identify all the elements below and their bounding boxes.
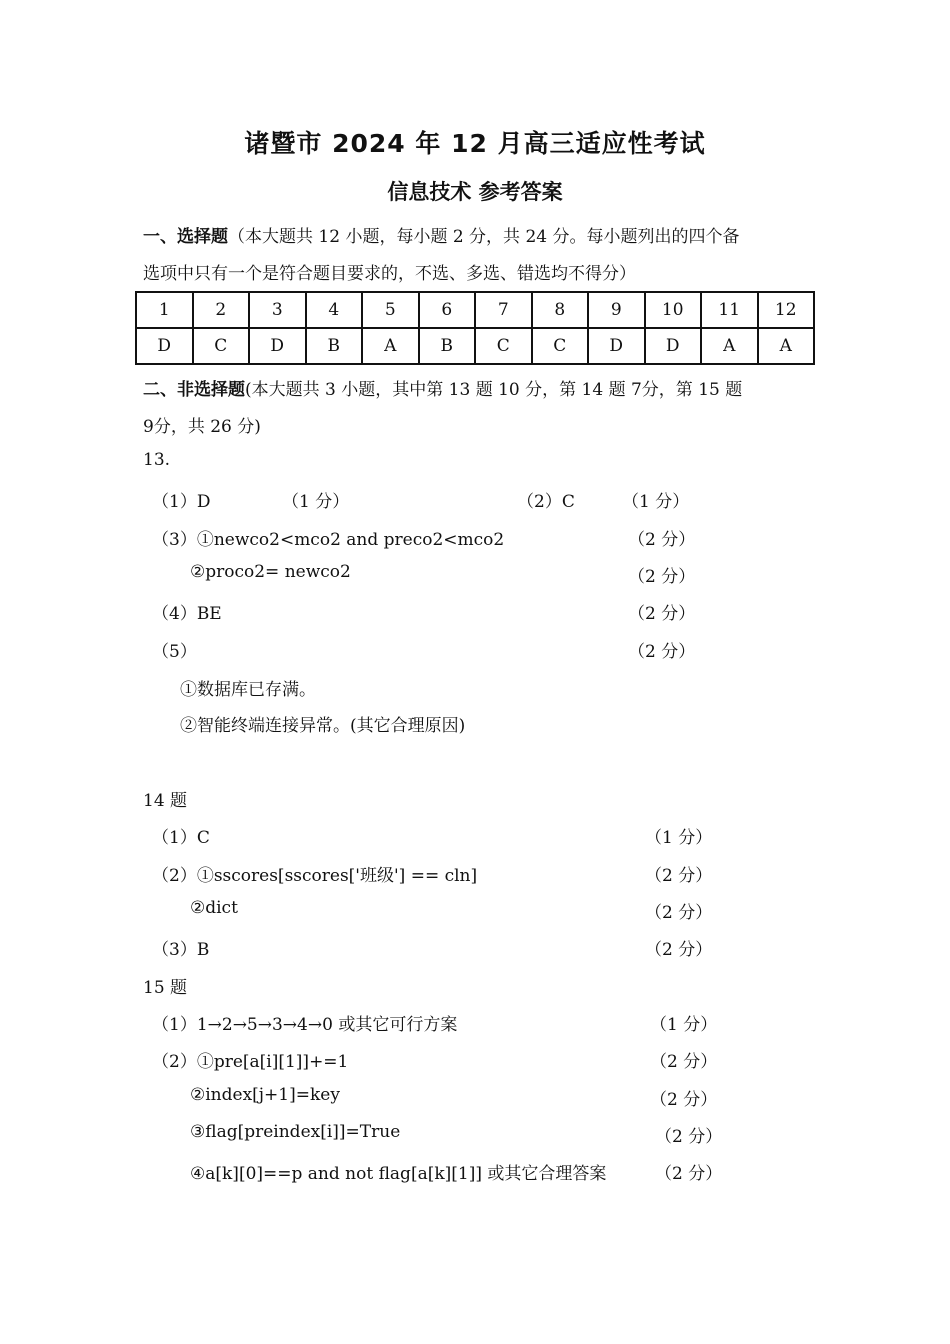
answer-cell: C xyxy=(475,328,532,364)
answer-cell: D xyxy=(136,328,193,364)
question-number-cell: 3 xyxy=(249,292,306,328)
answer-cell: A xyxy=(758,328,815,364)
q14-label: 14 题 xyxy=(143,791,188,811)
section2-desc-line1: (本大题共 3 小题，其中第 13 题 10 分，第 14 题 7分，第 15 题 xyxy=(245,380,743,400)
question-number-cell: 12 xyxy=(758,292,815,328)
section1-desc-line1: （本大题共 12 小题，每小题 2 分，共 24 分。每小题列出的四个备 xyxy=(228,227,740,247)
question-number-cell: 11 xyxy=(701,292,758,328)
question-number-cell: 8 xyxy=(532,292,589,328)
section2-desc-line2: 9分，共 26 分) xyxy=(143,417,261,437)
q13-part5: （5） xyxy=(152,642,197,662)
q15-part2d: ④a[k][0]==p and not flag[a[k][1]] 或其它合理答案 xyxy=(190,1164,607,1184)
q15-label: 15 题 xyxy=(143,978,188,998)
answer-table xyxy=(135,291,815,365)
q15-part2d-score: （2 分） xyxy=(655,1164,723,1184)
section2-intro xyxy=(143,375,742,400)
question-number-cell: 5 xyxy=(362,292,419,328)
q15-part2c: ③flag[preindex[i]]=True xyxy=(190,1122,401,1142)
question-number-cell: 10 xyxy=(645,292,702,328)
q14-part2a: （2）①sscores[sscores['班级'] == cln] xyxy=(152,866,478,886)
question-number-cell: 9 xyxy=(588,292,645,328)
question-number-cell: 4 xyxy=(306,292,363,328)
section1-intro xyxy=(143,222,740,247)
section1-heading: 一、选择题 xyxy=(143,227,228,247)
q14-part2b: ②dict xyxy=(190,898,238,918)
q13-part4-score: （2 分） xyxy=(628,604,696,624)
answer-table-answer-row xyxy=(136,328,814,364)
question-number-cell: 1 xyxy=(136,292,193,328)
q13-part5-score: （2 分） xyxy=(628,642,696,662)
q15-part1-score: （1 分） xyxy=(650,1015,718,1035)
question-number-cell: 7 xyxy=(475,292,532,328)
section1-desc-line2: 选项中只有一个是符合题目要求的，不选、多选、错选均不得分） xyxy=(143,264,636,284)
q15-part2c-score: （2 分） xyxy=(655,1127,723,1147)
answer-cell: D xyxy=(249,328,306,364)
answer-cell: B xyxy=(419,328,476,364)
q15-part2b-score: （2 分） xyxy=(650,1090,718,1110)
q15-part2b: ②index[j+1]=key xyxy=(190,1085,340,1105)
q13-label: 13. xyxy=(143,450,171,470)
answer-cell: C xyxy=(193,328,250,364)
q13-part5a: ①数据库已存满。 xyxy=(180,680,316,700)
q14-part3: （3）B xyxy=(152,940,210,960)
q13-part3b: ②proco2= newco2 xyxy=(190,562,351,582)
q14-part1: （1）C xyxy=(152,828,210,848)
q15-part1: （1）1→2→5→3→4→0 或其它可行方案 xyxy=(152,1015,458,1035)
page-title: 诸暨市 2024 年 12 月高三适应性考试 xyxy=(244,129,706,158)
answer-cell: D xyxy=(645,328,702,364)
q13-part1-score: （1 分） xyxy=(282,492,350,512)
question-number-cell: 2 xyxy=(193,292,250,328)
question-number-cell: 6 xyxy=(419,292,476,328)
answer-cell: B xyxy=(306,328,363,364)
page-subtitle: 信息技术 参考答案 xyxy=(387,180,563,204)
q13-part3a: （3）①newco2<mco2 and preco2<mco2 xyxy=(152,530,505,550)
answer-cell: A xyxy=(701,328,758,364)
q15-part2a: （2）①pre[a[i][1]]+=1 xyxy=(152,1052,349,1072)
q13-part5b: ②智能终端连接异常。(其它合理原因) xyxy=(180,716,466,736)
answer-table-number-row xyxy=(136,292,814,328)
q13-part1: （1）D xyxy=(152,492,211,512)
answer-cell: C xyxy=(532,328,589,364)
q13-part2-score: （1 分） xyxy=(622,492,690,512)
q13-part4: （4）BE xyxy=(152,604,222,624)
answer-cell: A xyxy=(362,328,419,364)
q13-part2: （2）C xyxy=(517,492,575,512)
q15-part2a-score: （2 分） xyxy=(650,1052,718,1072)
answer-cell: D xyxy=(588,328,645,364)
q13-part3a-score: （2 分） xyxy=(628,530,696,550)
q14-part3-score: （2 分） xyxy=(645,940,713,960)
q13-part3b-score: （2 分） xyxy=(628,567,696,587)
section2-heading: 二、非选择题 xyxy=(143,380,245,400)
q14-part2b-score: （2 分） xyxy=(645,903,713,923)
q14-part1-score: （1 分） xyxy=(645,828,713,848)
q14-part2a-score: （2 分） xyxy=(645,866,713,886)
